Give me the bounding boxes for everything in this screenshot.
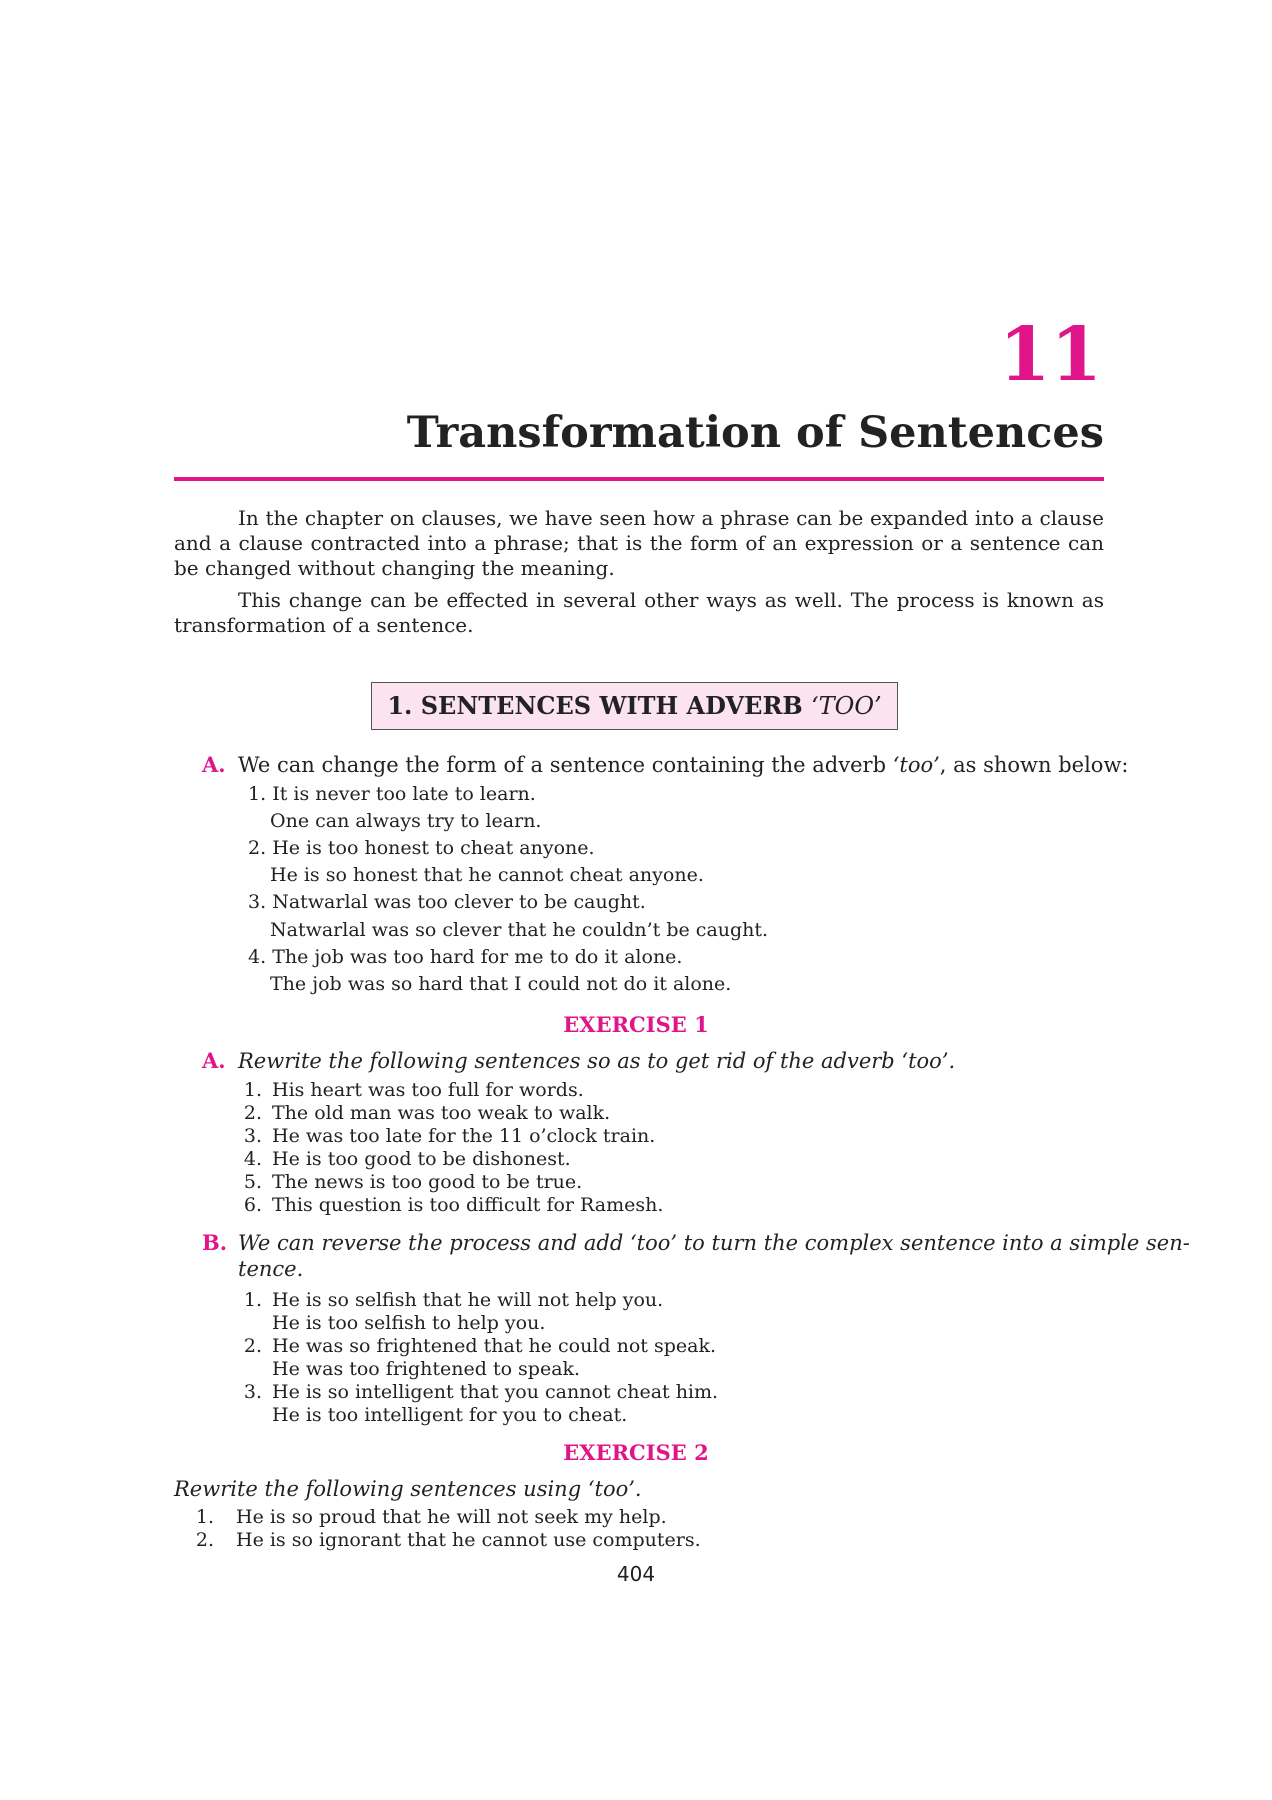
part-a-lead-end: , as shown below: [939,753,1129,777]
example-item [248,836,595,860]
item-number: 2. [243,1102,262,1124]
exercise-1-item [236,1147,571,1171]
exercise-1-item [236,1078,584,1102]
item-number: 1. [243,1079,262,1101]
example-original: It is never too late to learn. [272,783,536,805]
item-text: His heart was too full for words. [272,1079,584,1101]
example-transformed: He was too frightened to speak. [272,1358,581,1380]
intro-paragraph-1: In the chapter on clauses, we have seen how a phrase can be expanded into a clause and a clause contracted into a phrase; that is the form of an expression or a sentence can be changed without changing the meaning. [174,506,1104,580]
item-text: He is so ignorant that he cannot use computers. [236,1529,701,1551]
chapter-number: 11 [999,312,1102,398]
item-number: 2. [195,1529,214,1551]
exercise-2-item [180,1528,701,1552]
example-transformed: Natwarlal was so clever that he couldn’t be caught. [270,919,769,941]
part-a-lead-text: We can change the form of a sentence containing the adverb [238,753,887,777]
item-number: 2. [243,1335,262,1357]
part-a-lead-emphasis: ‘too’ [892,753,940,777]
intro-paragraph-2: This change can be effected in several other ways as well. The process is known as transformation of a sentence. [174,588,1104,637]
example-transformed: One can always try to learn. [270,810,542,832]
exercise-1-instruction: Rewrite the following sentences so as to get rid of the adverb ‘too’. [238,1049,956,1073]
item-number: 4. [248,946,267,968]
exercise-1-marker: A. [202,1048,226,1073]
exercise-1-item [236,1124,655,1148]
item-number: 6. [243,1194,262,1216]
exercise-1-item [236,1101,610,1125]
part-b-instruction-line-2: tence. [238,1257,304,1281]
example-transformed: The job was so hard that I could not do it alone. [270,973,732,995]
example-item [248,782,536,806]
example-transformed: He is too selfish to help you. [272,1312,546,1334]
example-transformed: He is so honest that he cannot cheat anyone. [270,864,704,886]
item-text: The news is too good to be true. [272,1171,583,1193]
example-original: He is so selfish that he will not help you. [272,1289,664,1311]
item-number: 3. [243,1125,262,1147]
item-number: 5. [243,1171,262,1193]
part-b-marker: B. [202,1230,228,1255]
exercise-2-instruction: Rewrite the following sentences using ‘too’. [174,1477,642,1501]
part-b-item [236,1334,716,1358]
item-text: The old man was too weak to walk. [272,1102,611,1124]
item-text: He was too late for the 11 o’clock train. [272,1125,656,1147]
exercise-2-item [180,1505,667,1529]
item-number: 4. [243,1148,262,1170]
item-number: 3. [248,891,267,913]
example-original: He is too honest to cheat anyone. [272,837,595,859]
exercise-1-item [236,1193,663,1217]
item-text: He is so proud that he will not seek my help. [236,1506,667,1528]
chapter-title: Transformation of Sentences [406,408,1104,458]
part-a-marker: A. [202,752,226,777]
item-number: 1. [195,1506,214,1528]
item-number: 2. [248,837,267,859]
item-text: This question is too difficult for Ramesh. [272,1194,664,1216]
example-item [248,945,682,969]
exercise-1-heading: EXERCISE 1 [563,1012,709,1037]
page-number: 404 [616,1562,656,1586]
exercise-1-item [236,1170,582,1194]
example-item [248,890,646,914]
part-b-item [236,1288,663,1312]
example-original: He is so intelligent that you cannot cheat him. [272,1381,719,1403]
title-divider [174,477,1104,481]
part-a-lead [238,752,1129,778]
example-transformed: He is too intelligent for you to cheat. [272,1404,628,1426]
part-b-item [236,1380,718,1404]
exercise-2-heading: EXERCISE 2 [563,1440,709,1465]
item-number: 3. [243,1381,262,1403]
item-number: 1. [248,783,267,805]
section-title: 1. SENTENCES WITH ADVERB [387,691,803,720]
example-original: Natwarlal was too clever to be caught. [272,891,646,913]
section-title-emphasis: ‘TOO’ [811,692,882,720]
part-b-instruction-line-1: We can reverse the process and add ‘too’ to turn the complex sentence into a simple sen- [238,1231,1190,1255]
example-original: He was so frightened that he could not speak. [272,1335,716,1357]
section-heading-box [371,682,898,730]
example-original: The job was too hard for me to do it alone. [272,946,683,968]
item-number: 1. [243,1289,262,1311]
item-text: He is too good to be dishonest. [272,1148,571,1170]
